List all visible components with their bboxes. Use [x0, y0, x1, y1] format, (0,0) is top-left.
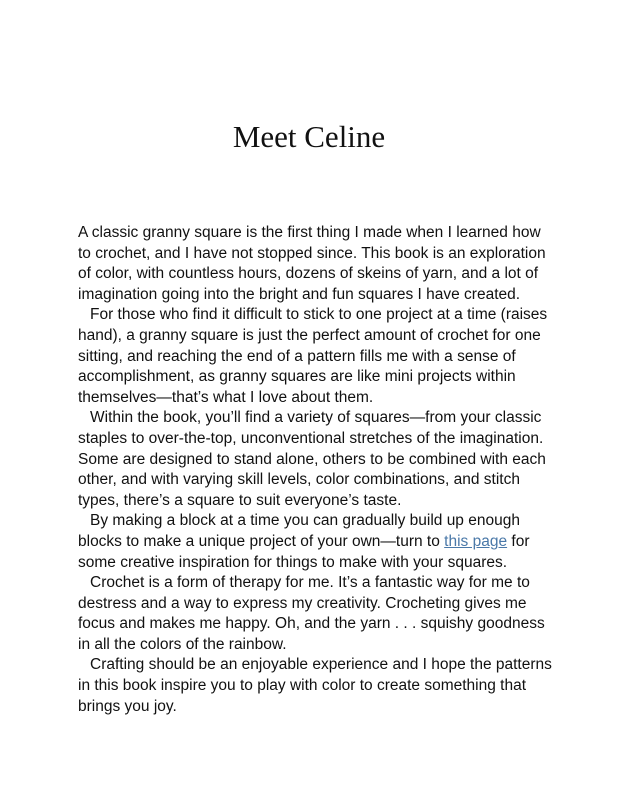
this-page-link[interactable]: this page: [444, 532, 508, 550]
text-line: Some are designed to stand alone, others to be combined with each: [78, 450, 546, 468]
text-line: in this book inspire you to play with color to create something that: [78, 677, 527, 695]
text-line: of color, with countless hours, dozens of skeins of yarn, and a lot of: [78, 265, 539, 283]
paragraph-4: [78, 511, 548, 573]
paragraph-2: [78, 305, 548, 408]
text-line: Crochet is a form of therapy for me. It’s a fantastic way for me to: [90, 574, 530, 592]
text-line: some creative inspiration for things to make with your squares.: [78, 553, 508, 571]
text-line: types, there’s a square to suit everyone’s taste.: [78, 491, 402, 509]
text-line: in all the colors of the rainbow.: [78, 635, 287, 653]
text-line: A classic granny square is the first thing I made when I learned how: [78, 224, 541, 241]
paragraph-1: [78, 223, 548, 305]
text-line: By making a block at a time you can gradually build up enough: [90, 512, 520, 530]
text-line: sitting, and reaching the end of a pattern fills me with a sense of: [78, 347, 516, 365]
text-line: themselves—that’s what I love about them.: [78, 388, 374, 406]
text-line: to crochet, and I have not stopped since. This book is an exploration: [78, 244, 546, 262]
text-line: Crafting should be an enjoyable experience and I hope the patterns: [90, 656, 552, 674]
text-line-with-link: [78, 532, 548, 553]
text-line: focus and makes me happy. Oh, and the yarn . . . squishy goodness: [78, 615, 545, 633]
text-line: brings you joy.: [78, 697, 177, 715]
text-segment: for: [507, 532, 530, 550]
text-segment: blocks to make a unique project of your own—turn to: [78, 532, 445, 550]
text-line: imagination going into the bright and fun squares I have created.: [78, 285, 521, 303]
text-line: destress and a way to express my creativity. Crocheting gives me: [78, 594, 527, 612]
paragraph-3: [78, 408, 548, 511]
text-line: hand), a granny square is just the perfect amount of crochet for one: [78, 326, 541, 344]
body-text: [78, 223, 552, 717]
text-line: other, and with varying skill levels, color combinations, and stitch: [78, 471, 520, 489]
page-title: Meet Celine: [232, 119, 386, 154]
text-line: staples to over-the-top, unconventional stretches of the imagination.: [78, 429, 544, 447]
paragraph-5: [78, 573, 548, 655]
text-line: For those who find it difficult to stick to one project at a time (raises: [90, 306, 548, 324]
text-line: accomplishment, as granny squares are like mini projects within: [78, 368, 516, 386]
paragraph-6: [78, 655, 552, 717]
text-line: Within the book, you’ll find a variety of squares—from your classic: [90, 409, 542, 427]
